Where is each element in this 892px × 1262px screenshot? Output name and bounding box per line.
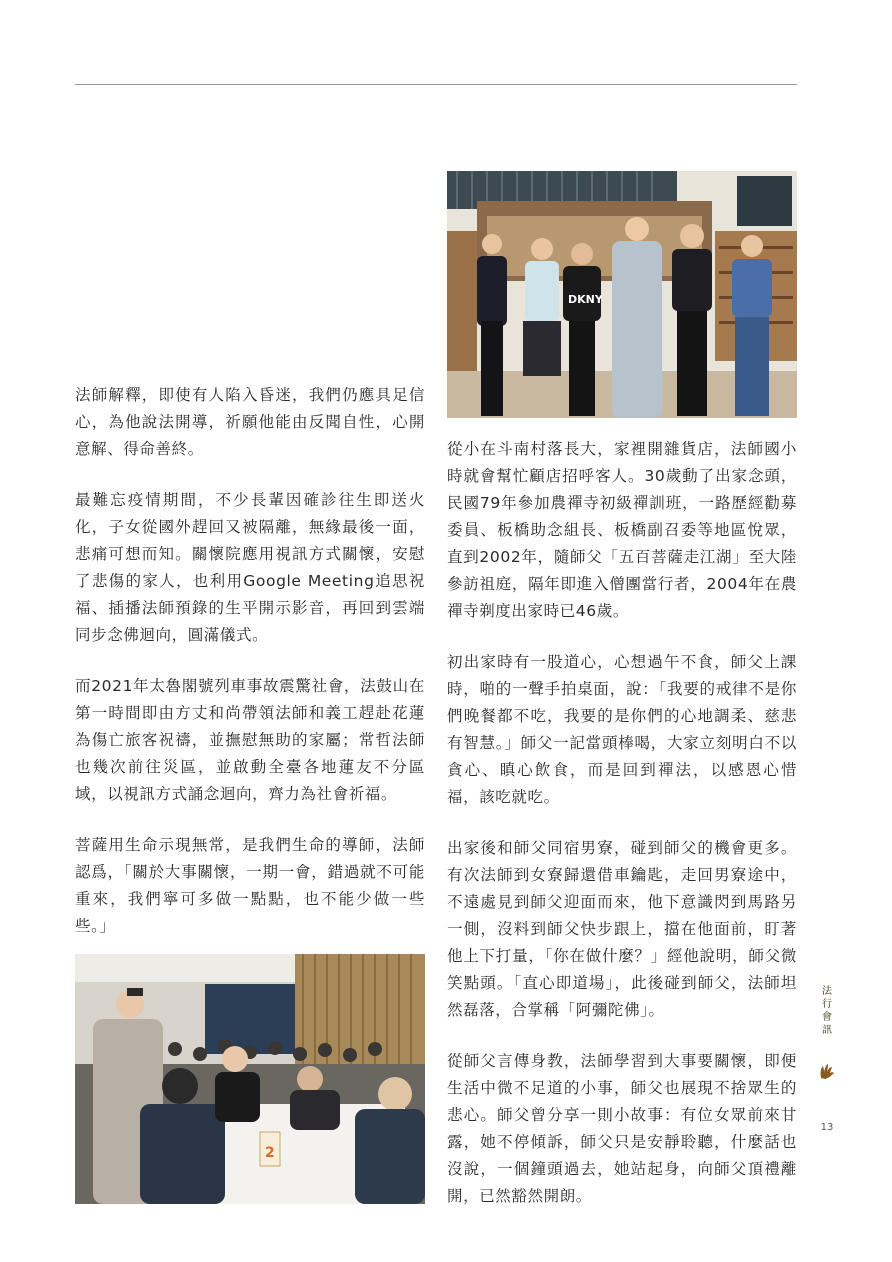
paragraph: 法師解釋，即使有人陷入昏迷，我們仍應具足信心，為他說法開導，祈願他能由反聞自性，心開意解、得命善終。 (75, 386, 425, 458)
paragraph: 出家後和師父同宿男寮，碰到師父的機會更多。有次法師到女寮歸還借車鑰匙，走回男寮途中，不遠處見到師父迎面而來，他下意識閃到馬路另一側，沒料到師父快步跟上，擋在他面前，盯著他上下打量，「你在做什麼？」經他說明，師父微笑點頭。「直心即道場」，此後碰到師父，法師坦然磊落，合掌稱「阿彌陀佛」。 (447, 839, 797, 1019)
logo-char: 法 (822, 986, 832, 997)
left-column (75, 382, 425, 964)
hand-logo-icon (818, 1062, 836, 1080)
magazine-logo (815, 985, 839, 1037)
group-photo (447, 171, 797, 418)
paragraph: 而2021年太魯閣號列車事故震驚社會，法鼓山在第一時間即由方丈和尚帶領法師和義工趕赴花蓮為傷亡旅客祝禱，並撫慰無助的家屬；常哲法師也幾次前往災區，並啟動全臺各地蓮友不分區域，以視訊方式誦念迴向，齊力為社會祈福。 (75, 677, 425, 803)
logo-char: 訊 (822, 1025, 832, 1036)
paragraph: 最難忘疫情期間，不少長輩因確診往生即送火化，子女從國外趕回又被隔離，無緣最後一面，悲痛可想而知。關懷院應用視訊方式關懷，安慰了悲傷的家人，也利用Google Meeting追思祝福、插播法師預錄的生平開示影音，再回到雲端同步念佛迴向，圓滿儀式。 (75, 491, 425, 644)
page-number: 13 (820, 1122, 834, 1133)
shirt-text: DKNY (568, 293, 603, 306)
paragraph: 菩薩用生命示現無常，是我們生命的導師，法師認爲，「關於大事關懷，一期一會，錯過就不可能重來，我們寧可多做一點點，也不能少做一些些。」 (75, 836, 425, 935)
event-photo (75, 954, 425, 1204)
header-rule (75, 84, 797, 85)
logo-char: 會 (822, 1012, 832, 1023)
paragraph: 從小在斗南村落長大，家裡開雜貨店，法師國小時就會幫忙顧店招呼客人。30歲動了出家念頭，民國79年參加農禪寺初級禪訓班，一路歷經勸募委員、板橋助念組長、板橋副召委等地區悅眾，直到2002年，隨師父「五百菩薩走江湖」至大陸參訪祖庭，隔年即進入僧團當行者，2004年在農禪寺剃度出家時已46歲。 (447, 440, 797, 620)
table-card-number: 2 (265, 1145, 275, 1161)
paragraph: 初出家時有一股道心，心想過午不食，師父上課時，啪的一聲手拍桌面，說：「我要的戒律不是你們晚餐都不吃，我要的是你們的心地調柔、慈悲有智慧。」師父一記當頭棒喝，大家立刻明白不以貪心、瞋心飲食，而是回到禪法，以感恩心惜福，該吃就吃。 (447, 653, 797, 806)
logo-char: 行 (822, 999, 832, 1010)
right-column (447, 436, 797, 1234)
paragraph: 從師父言傳身教，法師學習到大事要關懷，即便生活中微不足道的小事，師父也展現不捨眾生的悲心。師父曾分享一則小故事：有位女眾前來甘露，她不停傾訴，師父只是安靜聆聽，什麼話也沒說，一個鐘頭過去，她站起身，向師父頂禮離開，已然豁然開朗。 (447, 1052, 797, 1205)
